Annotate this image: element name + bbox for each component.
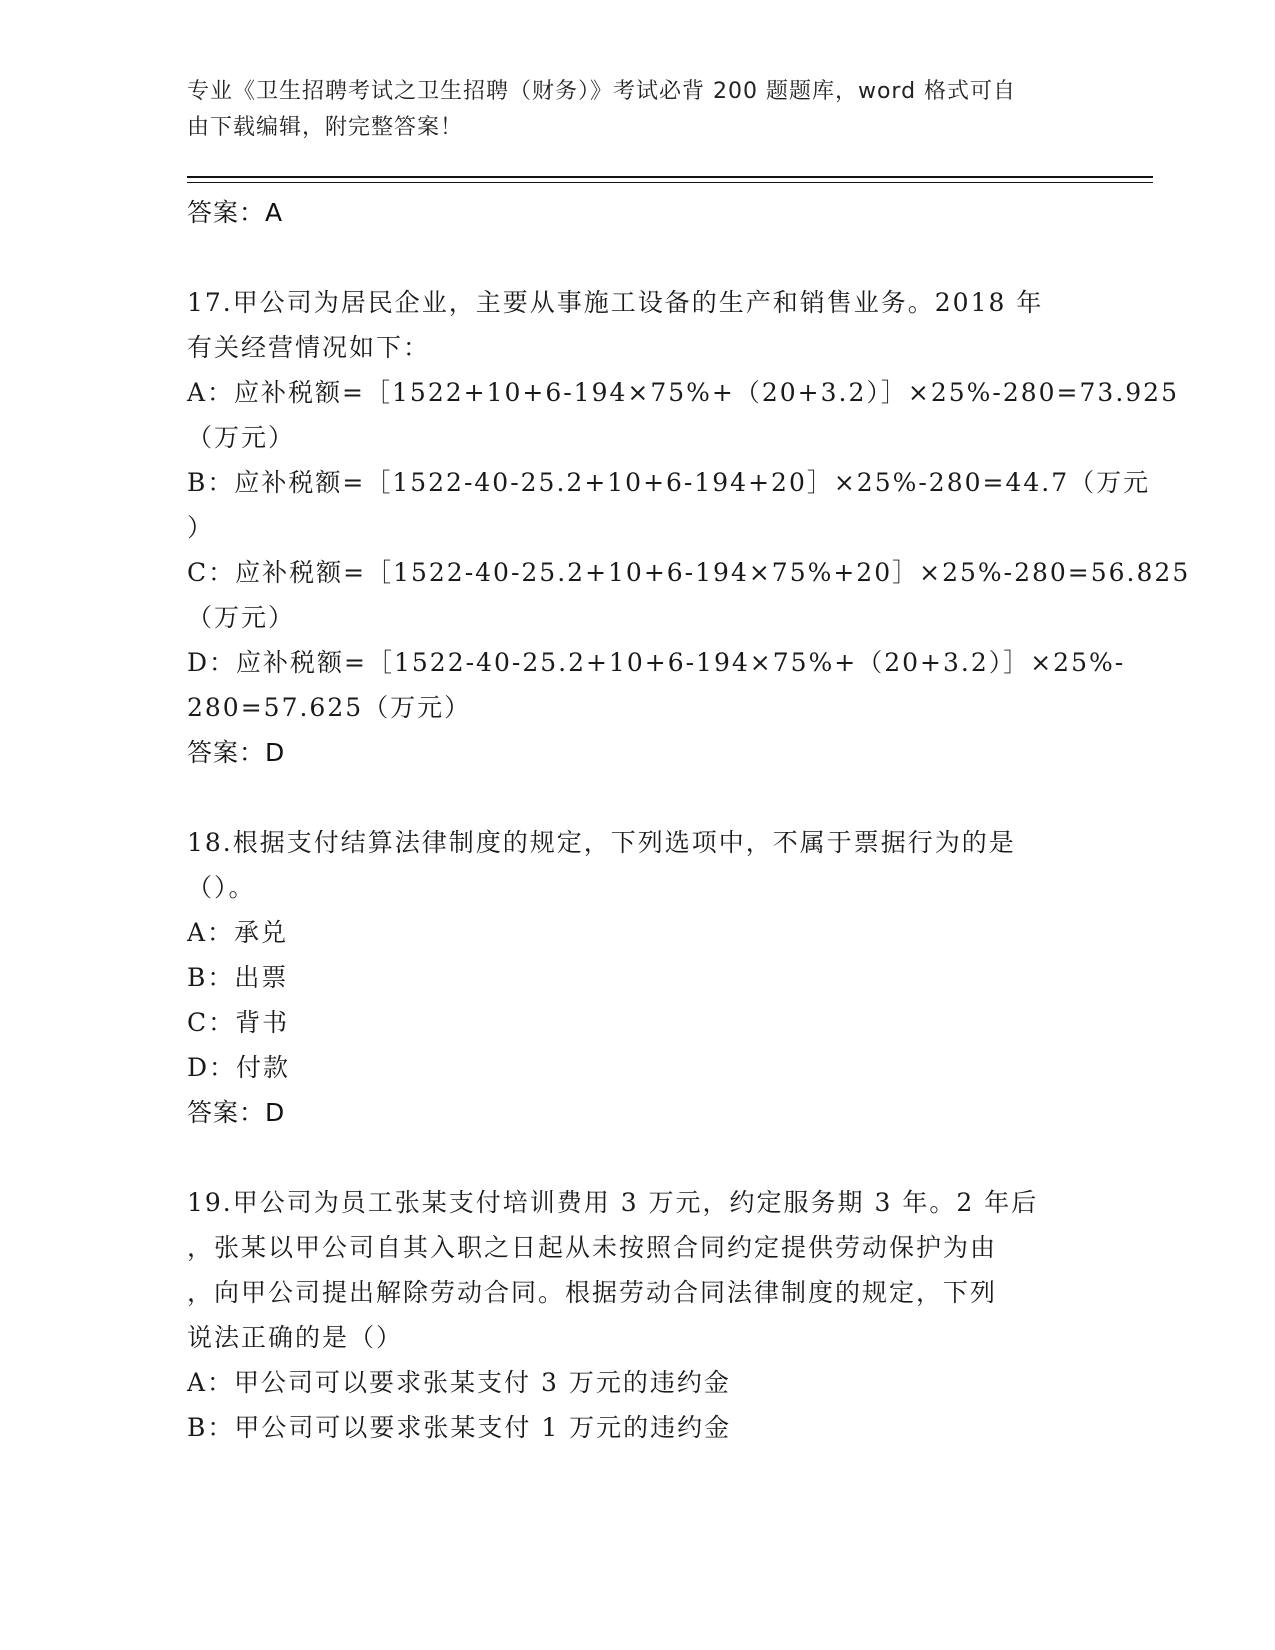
question-17-option-b: B：应补税额=［1522-40-25.2+10+6-194+20］×25%-280=44.7（万元 [187,468,1151,497]
spacer [187,235,1087,280]
header-rule-thick [187,176,1153,178]
question-17-option-d: D：应补税额=［1522-40-25.2+10+6-194×75%+（20+3.2）］×25%- [187,648,1126,677]
question-17-stem-line: 有关经营情况如下： [187,333,431,362]
question-17-option-c-cont: （万元） [187,603,296,632]
spacer [187,775,1087,820]
question-17-option-d-cont: 280=57.625（万元） [187,693,472,722]
question-19-stem-line: 说法正确的是（） [187,1323,404,1352]
question-19-stem-line: ，向甲公司提出解除劳动合同。根据劳动合同法律制度的规定，下列 [187,1278,998,1307]
answer-q17: 答案：D [187,738,286,767]
question-17-option-a-cont: （万元） [187,423,296,452]
question-18 [187,820,1087,1135]
header-rule-thin [187,182,1153,183]
question-17-stem-line: 17.甲公司为居民企业，主要从事施工设备的生产和销售业务。2018 年 [187,288,1044,317]
question-17-option-c: C：应补税额=［1522-40-25.2+10+6-194×75%+20］×25%-280=56.825 [187,558,1191,587]
question-18-stem-line: 18.根据支付结算法律制度的规定，下列选项中，不属于票据行为的是 [187,828,1016,857]
question-19 [187,1180,1087,1450]
question-18-option-a: A：承兑 [187,918,289,947]
question-17-option-a: A：应补税额=［1522+10+6-194×75%+（20+3.2）］×25%-280=73.925 [187,378,1179,407]
page-header [187,74,1057,146]
question-17 [187,280,1191,775]
question-18-option-b: B：出票 [187,963,289,992]
spacer [187,1135,1087,1180]
question-19-stem-line: ，张某以甲公司自其入职之日起从未按照合同约定提供劳动保护为由 [187,1233,998,1262]
question-17-option-b-cont: ） [187,513,215,542]
answer-q16: 答案：A [187,198,284,227]
question-19-option-b: B：甲公司可以要求张某支付 1 万元的违约金 [187,1413,732,1442]
question-19-option-a: A：甲公司可以要求张某支付 3 万元的违约金 [187,1368,731,1397]
question-18-option-d: D：付款 [187,1053,291,1082]
document-body [187,190,1191,1450]
header-line-1: 专业《卫生招聘考试之卫生招聘（财务）》考试必背 200 题题库，word 格式可自 [187,79,1017,104]
question-19-stem-line: 19.甲公司为员工张某支付培训费用 3 万元，约定服务期 3 年。2 年后 [187,1188,1039,1217]
header-line-2: 由下载编辑，附完整答案！ [187,115,464,140]
question-18-option-c: C：背书 [187,1008,290,1037]
question-18-stem-line: （）。 [187,873,256,902]
answer-q18: 答案：D [187,1098,286,1127]
